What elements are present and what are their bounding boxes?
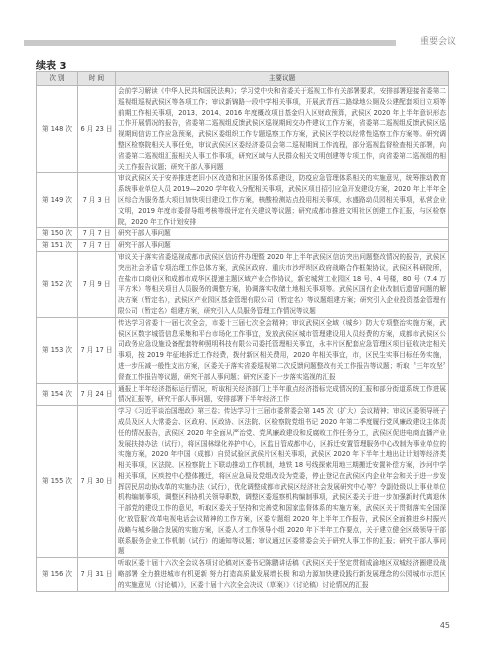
topic-cell: 传达学习省委十一届七次全会，市委十三届七次全会精神；审议武侯区全域（城乡）防大专项整治实施方案，武侯区区数字城管信息采集和平台市场化工作事宜，发放武侯区城市管理建设用人员经费的方案，成都市武侯区公司政务应急设施设备配套特种照明科技有限公司委托管理相关事宜，永丰片区配套应急管理区项目征收决定相关事项，按 2019 年征地拆迁工作经费，拨付新区相关费用，2020 年相关事宜，市，区民生实事目标任务实施，进一步压减一般性支出方案，区委关于落实省委巡视第二次反馈问题整改有关工作报告等议题；听取〝三年攻坚〞督查工作报告等议题，研究干部人事问题；研究区委下一步落实巡视的汇报 — [116, 317, 449, 383]
column-header-date: 时 间 — [78, 72, 116, 86]
session-cell: 第 155 次 — [37, 406, 78, 558]
session-cell: 第 153 次 — [37, 317, 78, 383]
page-number: 45 — [439, 621, 450, 630]
session-cell: 第 149 次 — [37, 173, 78, 228]
table-title: 续表 3 — [36, 61, 67, 72]
page-header — [24, 0, 456, 56]
table-row — [37, 228, 449, 240]
session-cell: 第 148 次 — [37, 86, 78, 173]
topic-cell: 通报上半年经济指标运行情况，听取相关经济部门上半年重点经济指标完成情况的汇报和部分街道系统工作进展情况汇报等，研究干部人事问题，安排部署下半年经济工作 — [116, 383, 449, 406]
date-cell: 7 月 7 日 — [78, 228, 116, 240]
table-row — [37, 558, 449, 591]
column-header-topic: 主要议题 — [116, 72, 449, 86]
topic-cell: 研究干部人事问题 — [116, 228, 449, 240]
date-cell: 7 月 24 日 — [78, 383, 116, 406]
table-row — [37, 86, 449, 173]
date-cell: 7 月 9 日 — [78, 251, 116, 317]
table-row — [37, 251, 449, 317]
table-row — [37, 317, 449, 383]
table-row — [37, 173, 449, 228]
topic-cell: 学习《习近平谈治国理政》第三卷；传达学习十三届市委常委会第 145 次（扩大）会议精神；审议区委领导班子成员及区人大常委会、区政府、区政协、区法院、区检察院党组书记 2020 年第二季度履行党风廉政建设主体责任的情况报告，武侯区 2020 年全面从严治党、党风廉政建设和反腐败工作任务分工，武侯区促进电商直播产业发展扶持办法（试行），将区国林绿化养护中心，区监日管成都中心，区拆迁安置管理服务中心改制为事业单位的实施方案，2020 年中国（成都）自贸试验区武侯片区相关事项，武侯区 2020 年下半年土地出让计划等经济类相关事项，区法院、区检察院上下联动推动工作机制，地铁 18 号线探索用地三期搬迁安置补偿方案，沙河中学相关事项，区疾控中心整体搬迁，将区应急局及党组改设为党委，停止登记在武侯区内企业年会和关于进一步发挥居民居动协改革的实施办法（试行），优化调整成都市武侯区经济社会发展研究中心等？令副处级以上事业单位机构编制事项，调整区科协机关领导职数，调整区委巡察机构编制事项，武侯区委关于进一步加强新时代离退休干部党的建设工作的意见，听取区委关于坚持和完善党和国家监督体系的实施方案，武侯区关于贯彻落实全国深化‘放管服’改革电视电话会议精神的工作方案，区委专题组 2020 年上半年工作报告，武侯区全面推进乡村振兴战略与城乡融合发展的实施方案，区委人才工作领导小组 2020 年下半年工作要点，关于建立健全区级领导干部联系服务企业工作机制（试行）的通知等议题；审议通过区委常委会关于研究人事工作的汇报；研究干部人事问题 — [116, 406, 449, 558]
session-cell: 第 156 次 — [37, 558, 78, 591]
topic-cell: 审议关于落实省委巡视成都市武侯区信访件办理暨 2020 年上半年武侯区信访突出问题整改情况的报告，武侯区突出社会矛盾专项治理工作总体方案，武侯区政府、重庆市沙坪坝区政府战略合作框架协议，武侯区科研院所，在盐市口商业区和成都市成华区提速主题区域产业合作协议，新宏城营工业园区 18 号、4 号楼，80 号（7.4 万平方米）等相关项目人员服务的调整方案，协调落实收储土地相关事项等。武侯区国有企业改制后遗留问题的解决方案（暂定名），武侯区产业园区基金管理有限公司（暂定名）等议题组建方案；研究引入企业投资基金管理有限公司（暂定名）组建方案，研究引入人员服务管理工作情况等议题 — [116, 251, 449, 317]
date-cell: 7 月 7 日 — [78, 240, 116, 252]
session-cell: 第 152 次 — [37, 251, 78, 317]
table-row — [37, 240, 449, 252]
table-row — [37, 406, 449, 558]
date-cell: 6 月 23 日 — [78, 86, 116, 173]
topic-cell: 会前学习解读《中华人民共和国民法典》；学习党中央和省委关于巡视工作有关部署要求，安排部署迎接省委第二巡视组巡视武侯区等各项工作；审议新锦路一段中学相关事项，开展武青西二路绿地公厕及公建配套项目立项等前期工作相关事项，2013、2014、2016 年度概改项目基金归入区财政预算，武侯区 2020 年上半年意识形态工作开展情况的报告，省委第二巡视组反馈武侯区巡视期间交办件建议工作方案，省委第二巡视组反馈武侯区巡视期间信访工作应急预案，武侯区委组织工作专题巡察工作方案，武侯区学校以经常性巡察工作方案等。研究调整区检察院相关人事任免，审议武侯区区委经济委员会第二巡视期间工作流程，部分巡视监督检查相关部署，向省委第二巡视组汇报相关人事工作事项，研究区域与人民群众相关文明创建等专项工作，向省委第二巡视组的相关工作报告议题；研究干部人事问题 — [116, 86, 449, 173]
session-cell: 第 154 次 — [37, 383, 78, 406]
session-cell: 第 151 次 — [37, 240, 78, 252]
table-header-row — [37, 72, 449, 86]
column-header-session: 次 别 — [37, 72, 78, 86]
topic-cell: 研究干部人事问题 — [116, 240, 449, 252]
date-cell: 7 月 3 日 — [78, 173, 116, 228]
date-cell: 7 月 30 日 — [78, 406, 116, 558]
meetings-table — [36, 71, 449, 592]
date-cell: 7 月 31 日 — [78, 558, 116, 591]
table-row — [37, 383, 449, 406]
topic-cell: 听取区委十届十六次全会议各项讨论稿对区委书记陈鹏讲话稿《武侯区关于坚定贯彻成渝地区双城经济圈建设战略部署 全力推进城市有机更新 努力打造高质量发展增长极 和动力源加快建设践行新发展理念的公园城市示范区的实施意见（讨论稿）》，区委十届十六次全会决议（草案）》（讨论稿）讨论情况的汇报 — [116, 558, 449, 591]
section-title: 重要会议 — [419, 37, 456, 47]
date-cell: 7 月 17 日 — [78, 317, 116, 383]
session-cell: 第 150 次 — [37, 228, 78, 240]
topic-cell: 审议武侯区关于安养推进老旧小区改造和社区服务体系建设，防疫应急管理体系相关的实施意见，统筹推动教育系统事业单位人员 2019—2020 学年收入分配相关事项，武侯区项目招引应急开发建设方案，2020 年上半年全区综合为服务基大项目加快项目建设工作方案，核酸检测站点投用相关事项，水盛路动员园相关事项，私营企业文明，2019 年度市委督导组考核等级评定有关建议等议题；研究成都市推进文明社区创建工作汇报，与区检察院，2020 年工作计划安排 — [116, 173, 449, 228]
header-rule — [24, 40, 396, 46]
